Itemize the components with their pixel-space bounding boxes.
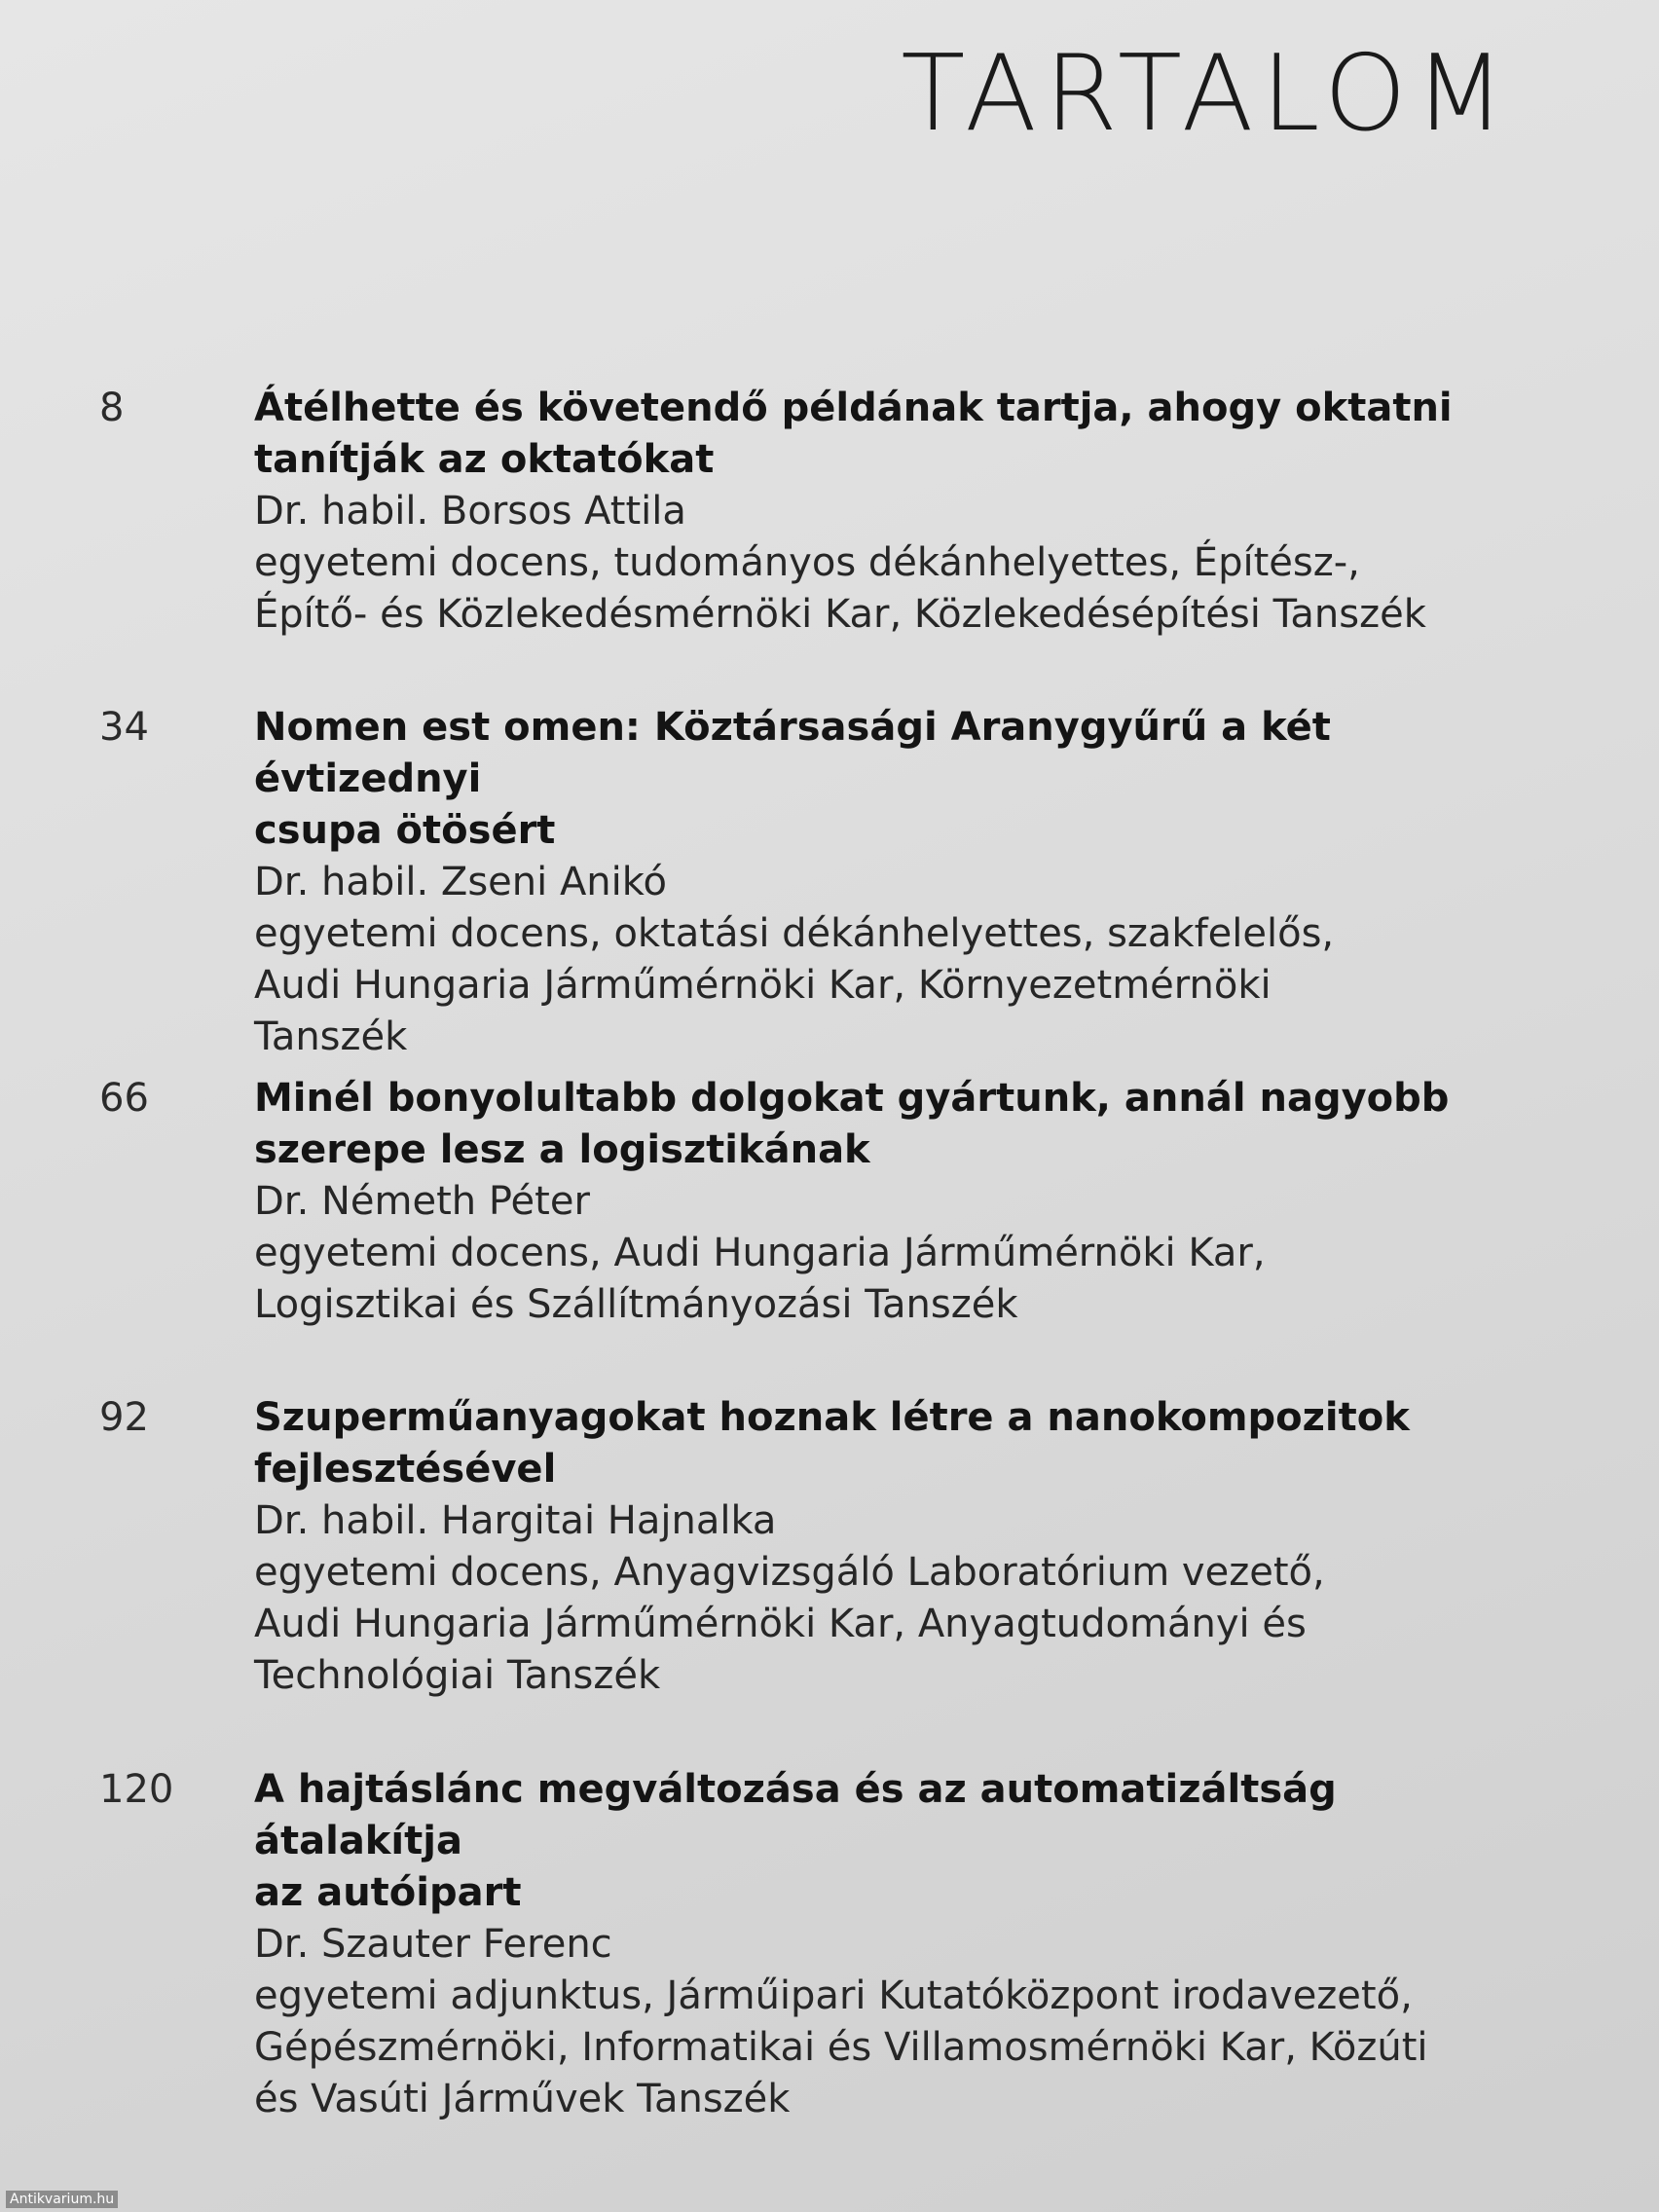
toc-entry-title: Minél bonyolultabb dolgokat gyártunk, annál nagyobb szerepe lesz a logisztikának	[254, 1076, 1450, 1172]
toc-entry-content	[254, 1764, 1481, 2125]
toc-page-number: 66	[99, 1076, 149, 1121]
toc-entry-content	[254, 1392, 1481, 1702]
toc-entry-author: Dr. habil. Hargitai Hajnalka	[254, 1498, 777, 1543]
toc-entry-content	[254, 383, 1481, 641]
toc-entry-affiliation: egyetemi docens, tudományos dékánhelyettes, Építész-, Építő- és Közlekedésmérnöki Kar, Közlekedésépítési Tanszék	[254, 540, 1426, 637]
toc-entry-title: Nomen est omen: Köztársasági Aranygyűrű a két évtizednyi csupa ötösért	[254, 705, 1331, 853]
toc-entry-content	[254, 702, 1481, 1063]
toc-page-number: 120	[99, 1767, 174, 1812]
toc-entry-author: Dr. habil. Borsos Attila	[254, 489, 686, 534]
page-title: TARTALOM	[901, 33, 1513, 155]
toc-entry-title: Szuperműanyagokat hoznak létre a nanokompozitok fejlesztésével	[254, 1395, 1410, 1492]
toc-entry-content	[254, 1073, 1481, 1331]
toc-entry-affiliation: egyetemi docens, oktatási dékánhelyettes, szakfelelős, Audi Hungaria Járműmérnöki Kar, Környezetmérnöki Tanszék	[254, 911, 1335, 1059]
toc-entry-title: A hajtáslánc megváltozása és az automatizáltság átalakítja az autóipart	[254, 1767, 1337, 1915]
toc-entry-author: Dr. Szauter Ferenc	[254, 1922, 612, 1967]
toc-entry-title: Átélhette és követendő példának tartja, ahogy oktatni tanítják az oktatókat	[254, 386, 1453, 482]
toc-entry-author: Dr. habil. Zseni Anikó	[254, 860, 667, 904]
toc-entry-affiliation: egyetemi docens, Audi Hungaria Járműmérnöki Kar, Logisztikai és Szállítmányozási Tanszék	[254, 1231, 1266, 1327]
toc-entry-affiliation: egyetemi docens, Anyagvizsgáló Laboratórium vezető, Audi Hungaria Járműmérnöki Kar, Anyagtudományi és Technológiai Tanszék	[254, 1550, 1325, 1698]
watermark: Antikvarium.hu	[6, 2191, 118, 2208]
toc-page-number: 34	[99, 705, 149, 750]
toc-page-number: 8	[99, 386, 125, 430]
toc-page-number: 92	[99, 1395, 149, 1440]
toc-entry-author: Dr. Németh Péter	[254, 1179, 590, 1224]
toc-entry-affiliation: egyetemi adjunktus, Járműipari Kutatóközpont irodavezető, Gépészmérnöki, Informatikai és Villamosmérnöki Kar, Közúti és Vasúti Járművek Tanszék	[254, 1973, 1428, 2121]
